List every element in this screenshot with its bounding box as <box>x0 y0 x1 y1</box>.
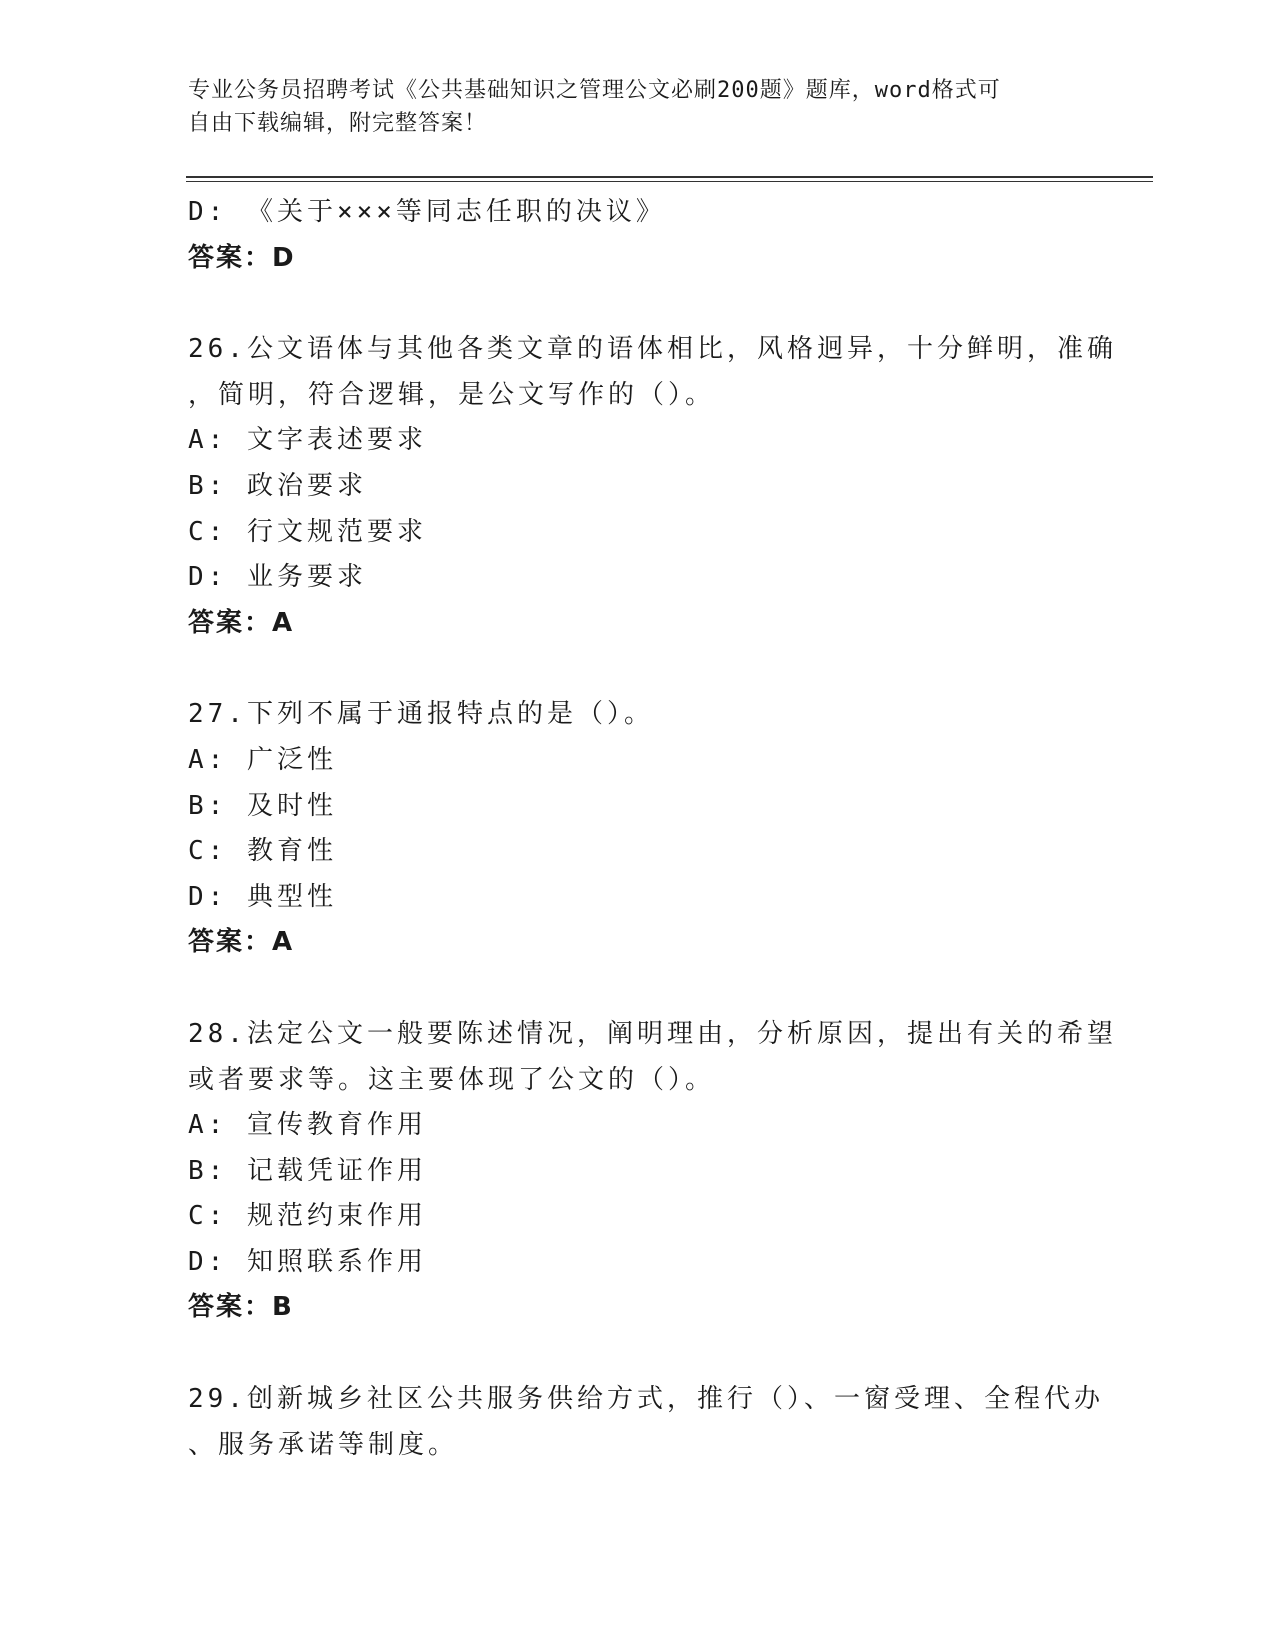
option-a: A: 宣传教育作用 <box>188 1110 427 1141</box>
spacer <box>188 966 1088 1012</box>
question-28 <box>188 1012 1117 1331</box>
header-line-2: 自由下载编辑，附完整答案！ <box>188 111 488 136</box>
spacer <box>188 281 1088 327</box>
question-list <box>188 190 1117 1468</box>
question-stem: 27.下列不属于通报特点的是（）。 <box>188 699 654 730</box>
answer: 答案：B <box>188 1292 294 1323</box>
header-line-1: 专业公务员招聘考试《公共基础知识之管理公文必刷200题》题库，word格式可 <box>188 78 1001 103</box>
spacer <box>188 646 1088 692</box>
option-c: C: 教育性 <box>188 836 337 867</box>
header-divider-thick <box>186 176 1153 178</box>
question-stem-cont: 或者要求等。这主要体现了公文的（）。 <box>188 1064 716 1095</box>
question-stem: 28.法定公文一般要陈述情况，阐明理由，分析原因，提出有关的希望 <box>188 1018 1117 1049</box>
answer: 答案：A <box>188 927 295 958</box>
question-stem: 26.公文语体与其他各类文章的语体相比，风格迥异，十分鲜明，准确 <box>188 334 1117 365</box>
option-a: A: 文字表述要求 <box>188 425 427 456</box>
spacer <box>188 1331 1088 1377</box>
option-b: B: 政治要求 <box>188 470 367 501</box>
answer: 答案：A <box>188 607 295 638</box>
question-stem-cont: 、服务承诺等制度。 <box>188 1429 459 1460</box>
question-29 <box>188 1377 1104 1468</box>
question-stem-cont: ，简明，符合逻辑，是公文写作的（）。 <box>188 379 716 410</box>
document-header <box>188 74 1068 140</box>
question-27 <box>188 692 1088 966</box>
prev-answer: 答案：D <box>188 242 296 273</box>
option-d: D: 业务要求 <box>188 562 367 593</box>
option-d: D: 典型性 <box>188 881 337 912</box>
option-a: A: 广泛性 <box>188 744 337 775</box>
prev-option-d: D: 《关于×××等同志任职的决议》 <box>188 197 666 227</box>
question-26 <box>188 327 1117 646</box>
option-b: B: 及时性 <box>188 790 337 821</box>
option-c: C: 规范约束作用 <box>188 1201 427 1232</box>
option-c: C: 行文规范要求 <box>188 516 427 547</box>
option-b: B: 记载凭证作用 <box>188 1155 427 1186</box>
question-stem: 29.创新城乡社区公共服务供给方式，推行（）、一窗受理、全程代办 <box>188 1384 1104 1415</box>
header-divider-thin <box>186 181 1153 182</box>
option-d: D: 知照联系作用 <box>188 1246 427 1277</box>
